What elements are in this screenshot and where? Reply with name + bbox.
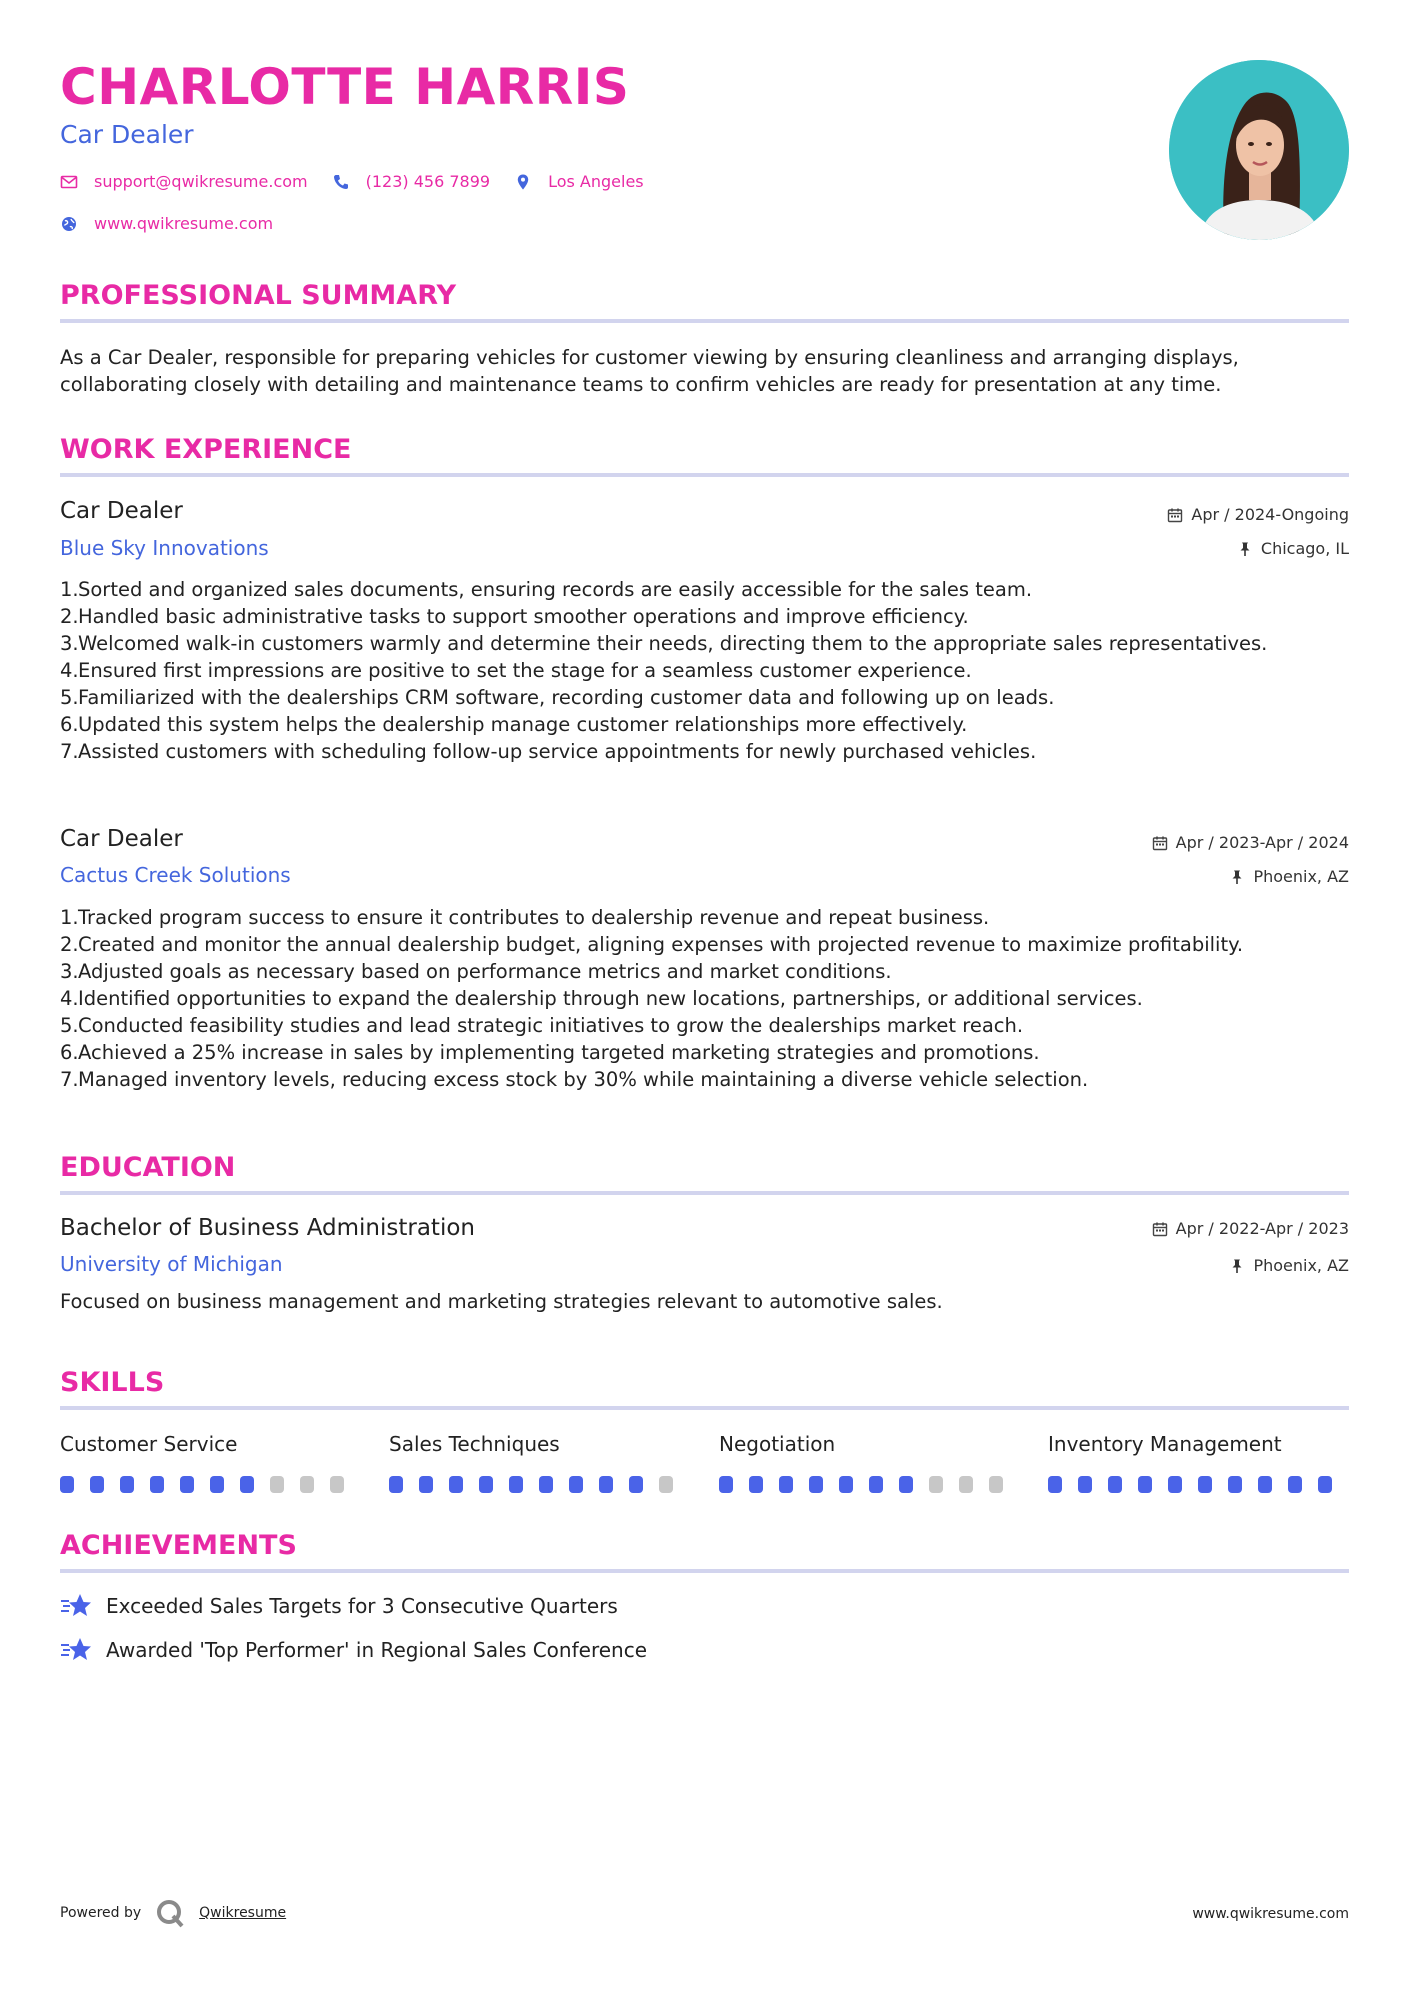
- pushpin-icon: [1229, 869, 1245, 885]
- skill-dot-filled: [1108, 1476, 1122, 1493]
- skill-name: Inventory Management: [1048, 1432, 1282, 1456]
- list-item: 1. Tracked program success to ensure it contributes to dealership revenue and repeat business.: [60, 906, 990, 929]
- job-dates-text-2: Apr / 2023-Apr / 2024: [1175, 833, 1349, 852]
- location-text: Los Angeles: [548, 172, 644, 191]
- education-location: [1229, 1256, 1349, 1275]
- skill-dot-filled: [1138, 1476, 1152, 1493]
- education-location-text: Phoenix, AZ: [1253, 1256, 1349, 1275]
- job-location-2: [1229, 867, 1349, 886]
- job-title-2: Car Dealer: [60, 826, 183, 852]
- skill-item: [389, 1432, 689, 1493]
- section-heading-achievements: ACHIEVEMENTS: [60, 1530, 1349, 1573]
- phone-number[interactable]: (123) 456 7899: [365, 172, 491, 191]
- skill-dot-filled: [180, 1476, 194, 1493]
- skill-dot-filled: [809, 1476, 823, 1493]
- achievement-text: Exceeded Sales Targets for 3 Consecutive Quarters: [106, 1594, 618, 1618]
- summary-text: As a Car Dealer, responsible for preparing vehicles for customer viewing by ensuring cleanliness and arranging displays, collaborating closely with detailing and maintenance teams to confirm vehicles are ready for presentation at any time.: [60, 346, 1239, 396]
- skill-name: Customer Service: [60, 1432, 238, 1456]
- candidate-name: CHARLOTTE HARRIS: [60, 58, 630, 116]
- list-item: 5. Familiarized with the dealerships CRM software, recording customer data and following up on leads.: [60, 686, 1055, 709]
- list-item: 2. Handled basic administrative tasks to support smoother operations and improve efficiency.: [60, 605, 969, 628]
- skill-dot-filled: [1318, 1476, 1332, 1493]
- skill-rating: [719, 1476, 1019, 1493]
- skill-dot-empty: [989, 1476, 1003, 1493]
- qwikresume-link[interactable]: Qwikresume: [199, 1905, 287, 1921]
- skill-item: [719, 1432, 1019, 1493]
- skill-dot-empty: [959, 1476, 973, 1493]
- job-location-text-2: Phoenix, AZ: [1253, 867, 1349, 886]
- skill-dot-filled: [389, 1476, 403, 1493]
- skill-dot-filled: [749, 1476, 763, 1493]
- skill-dot-filled: [90, 1476, 104, 1493]
- list-item: 2. Created and monitor the annual dealership budget, aligning expenses with projected revenue to maximize profitability.: [60, 933, 1244, 956]
- skill-dot-empty: [929, 1476, 943, 1493]
- skill-dot-filled: [479, 1476, 493, 1493]
- candidate-title: Car Dealer: [60, 120, 194, 149]
- school-name: University of Michigan: [60, 1252, 283, 1276]
- achievement-item: [60, 1592, 618, 1620]
- skill-dot-filled: [779, 1476, 793, 1493]
- pushpin-icon: [1237, 541, 1253, 557]
- star-icon: [60, 1636, 92, 1664]
- globe-icon: [60, 215, 78, 233]
- skill-dot-filled: [869, 1476, 883, 1493]
- job-title-1: Car Dealer: [60, 498, 183, 524]
- achievement-text: Awarded 'Top Performer' in Regional Sales Conference: [106, 1638, 648, 1662]
- list-item: 1. Sorted and organized sales documents, ensuring records are easily accessible for the sales team.: [60, 578, 1033, 601]
- skill-dot-filled: [509, 1476, 523, 1493]
- list-item: 6. Updated this system helps the dealership manage customer relationships more effectively.: [60, 713, 968, 736]
- skill-dot-filled: [1228, 1476, 1242, 1493]
- skill-dot-filled: [1288, 1476, 1302, 1493]
- calendar-icon: [1152, 835, 1168, 851]
- pushpin-icon: [1229, 1258, 1245, 1274]
- list-item: 6. Achieved a 25% increase in sales by implementing targeted marketing strategies and promotions.: [60, 1041, 1040, 1064]
- skill-dot-filled: [419, 1476, 433, 1493]
- section-heading-experience: WORK EXPERIENCE: [60, 434, 1349, 477]
- skill-rating: [1048, 1476, 1348, 1493]
- job-dates-1: [1167, 505, 1349, 524]
- company-name-2: Cactus Creek Solutions: [60, 863, 291, 887]
- skill-rating: [60, 1476, 360, 1493]
- skill-name: Sales Techniques: [389, 1432, 560, 1456]
- skill-dot-filled: [1048, 1476, 1062, 1493]
- skill-dot-filled: [599, 1476, 613, 1493]
- list-item: 4. Ensured first impressions are positive to set the stage for a seamless customer experience.: [60, 659, 972, 682]
- qwikresume-logo-icon: [155, 1898, 185, 1928]
- education-description: Focused on business management and marketing strategies relevant to automotive sales.: [60, 1290, 943, 1313]
- skill-dot-empty: [659, 1476, 673, 1493]
- list-item: 3. Welcomed walk-in customers warmly and determine their needs, directing them to the appropriate sales representatives.: [60, 632, 1268, 655]
- degree-title: Bachelor of Business Administration: [60, 1215, 475, 1241]
- skill-dot-filled: [569, 1476, 583, 1493]
- skill-dot-filled: [629, 1476, 643, 1493]
- skill-dot-empty: [330, 1476, 344, 1493]
- skill-dot-filled: [1198, 1476, 1212, 1493]
- powered-by-label: Powered by: [60, 1905, 142, 1921]
- skill-dot-filled: [449, 1476, 463, 1493]
- skill-dot-filled: [210, 1476, 224, 1493]
- skill-dot-empty: [270, 1476, 284, 1493]
- skill-dot-filled: [240, 1476, 254, 1493]
- job-location-1: [1237, 539, 1349, 558]
- list-item: 7. Assisted customers with scheduling follow-up service appointments for newly purchased vehicles.: [60, 740, 1037, 763]
- calendar-icon: [1152, 1221, 1168, 1237]
- skill-dot-filled: [150, 1476, 164, 1493]
- skill-item: [60, 1432, 360, 1493]
- email-link[interactable]: support@qwikresume.com: [94, 172, 308, 191]
- section-heading-education: EDUCATION: [60, 1152, 1349, 1195]
- skill-rating: [389, 1476, 689, 1493]
- contact-row-2: [60, 214, 297, 233]
- skill-dot-filled: [60, 1476, 74, 1493]
- education-dates: [1152, 1219, 1349, 1238]
- map-pin-icon: [514, 173, 532, 191]
- skill-dot-filled: [1078, 1476, 1092, 1493]
- education-dates-text: Apr / 2022-Apr / 2023: [1175, 1219, 1349, 1238]
- list-item: 3. Adjusted goals as necessary based on performance metrics and market conditions.: [60, 960, 892, 983]
- footer-website[interactable]: www.qwikresume.com: [1192, 1906, 1349, 1922]
- job-dates-2: [1152, 833, 1349, 852]
- list-item: 4. Identified opportunities to expand the dealership through new locations, partnerships, or additional services.: [60, 987, 1143, 1010]
- skill-item: [1048, 1432, 1348, 1493]
- section-heading-skills: SKILLS: [60, 1367, 1349, 1410]
- job-bullets-2: [60, 904, 1349, 1093]
- job-location-text-1: Chicago, IL: [1260, 539, 1349, 558]
- skill-dot-filled: [539, 1476, 553, 1493]
- website-link[interactable]: www.qwikresume.com: [94, 214, 274, 233]
- star-icon: [60, 1592, 92, 1620]
- skill-dot-filled: [1258, 1476, 1272, 1493]
- portrait-illustration: [1169, 60, 1349, 240]
- skill-dot-filled: [120, 1476, 134, 1493]
- skill-name: Negotiation: [719, 1432, 836, 1456]
- profile-photo: [1169, 60, 1349, 240]
- calendar-icon: [1167, 507, 1183, 523]
- section-heading-summary: PROFESSIONAL SUMMARY: [60, 280, 1349, 323]
- list-item: 7. Managed inventory levels, reducing excess stock by 30% while maintaining a diverse vehicle selection.: [60, 1068, 1089, 1091]
- skill-dot-filled: [1168, 1476, 1182, 1493]
- envelope-icon: [60, 173, 78, 191]
- contact-row-1: [60, 172, 668, 191]
- skill-dot-filled: [839, 1476, 853, 1493]
- footer-powered-by: [60, 1898, 286, 1928]
- list-item: 5. Conducted feasibility studies and lead strategic initiatives to grow the dealerships market reach.: [60, 1014, 1024, 1037]
- achievement-item: [60, 1636, 647, 1664]
- skill-dot-filled: [899, 1476, 913, 1493]
- skill-dot-filled: [719, 1476, 733, 1493]
- phone-icon: [332, 173, 350, 191]
- job-dates-text-1: Apr / 2024-Ongoing: [1191, 505, 1349, 524]
- skill-dot-empty: [300, 1476, 314, 1493]
- company-name-1: Blue Sky Innovations: [60, 536, 269, 560]
- job-bullets-1: [60, 576, 1349, 765]
